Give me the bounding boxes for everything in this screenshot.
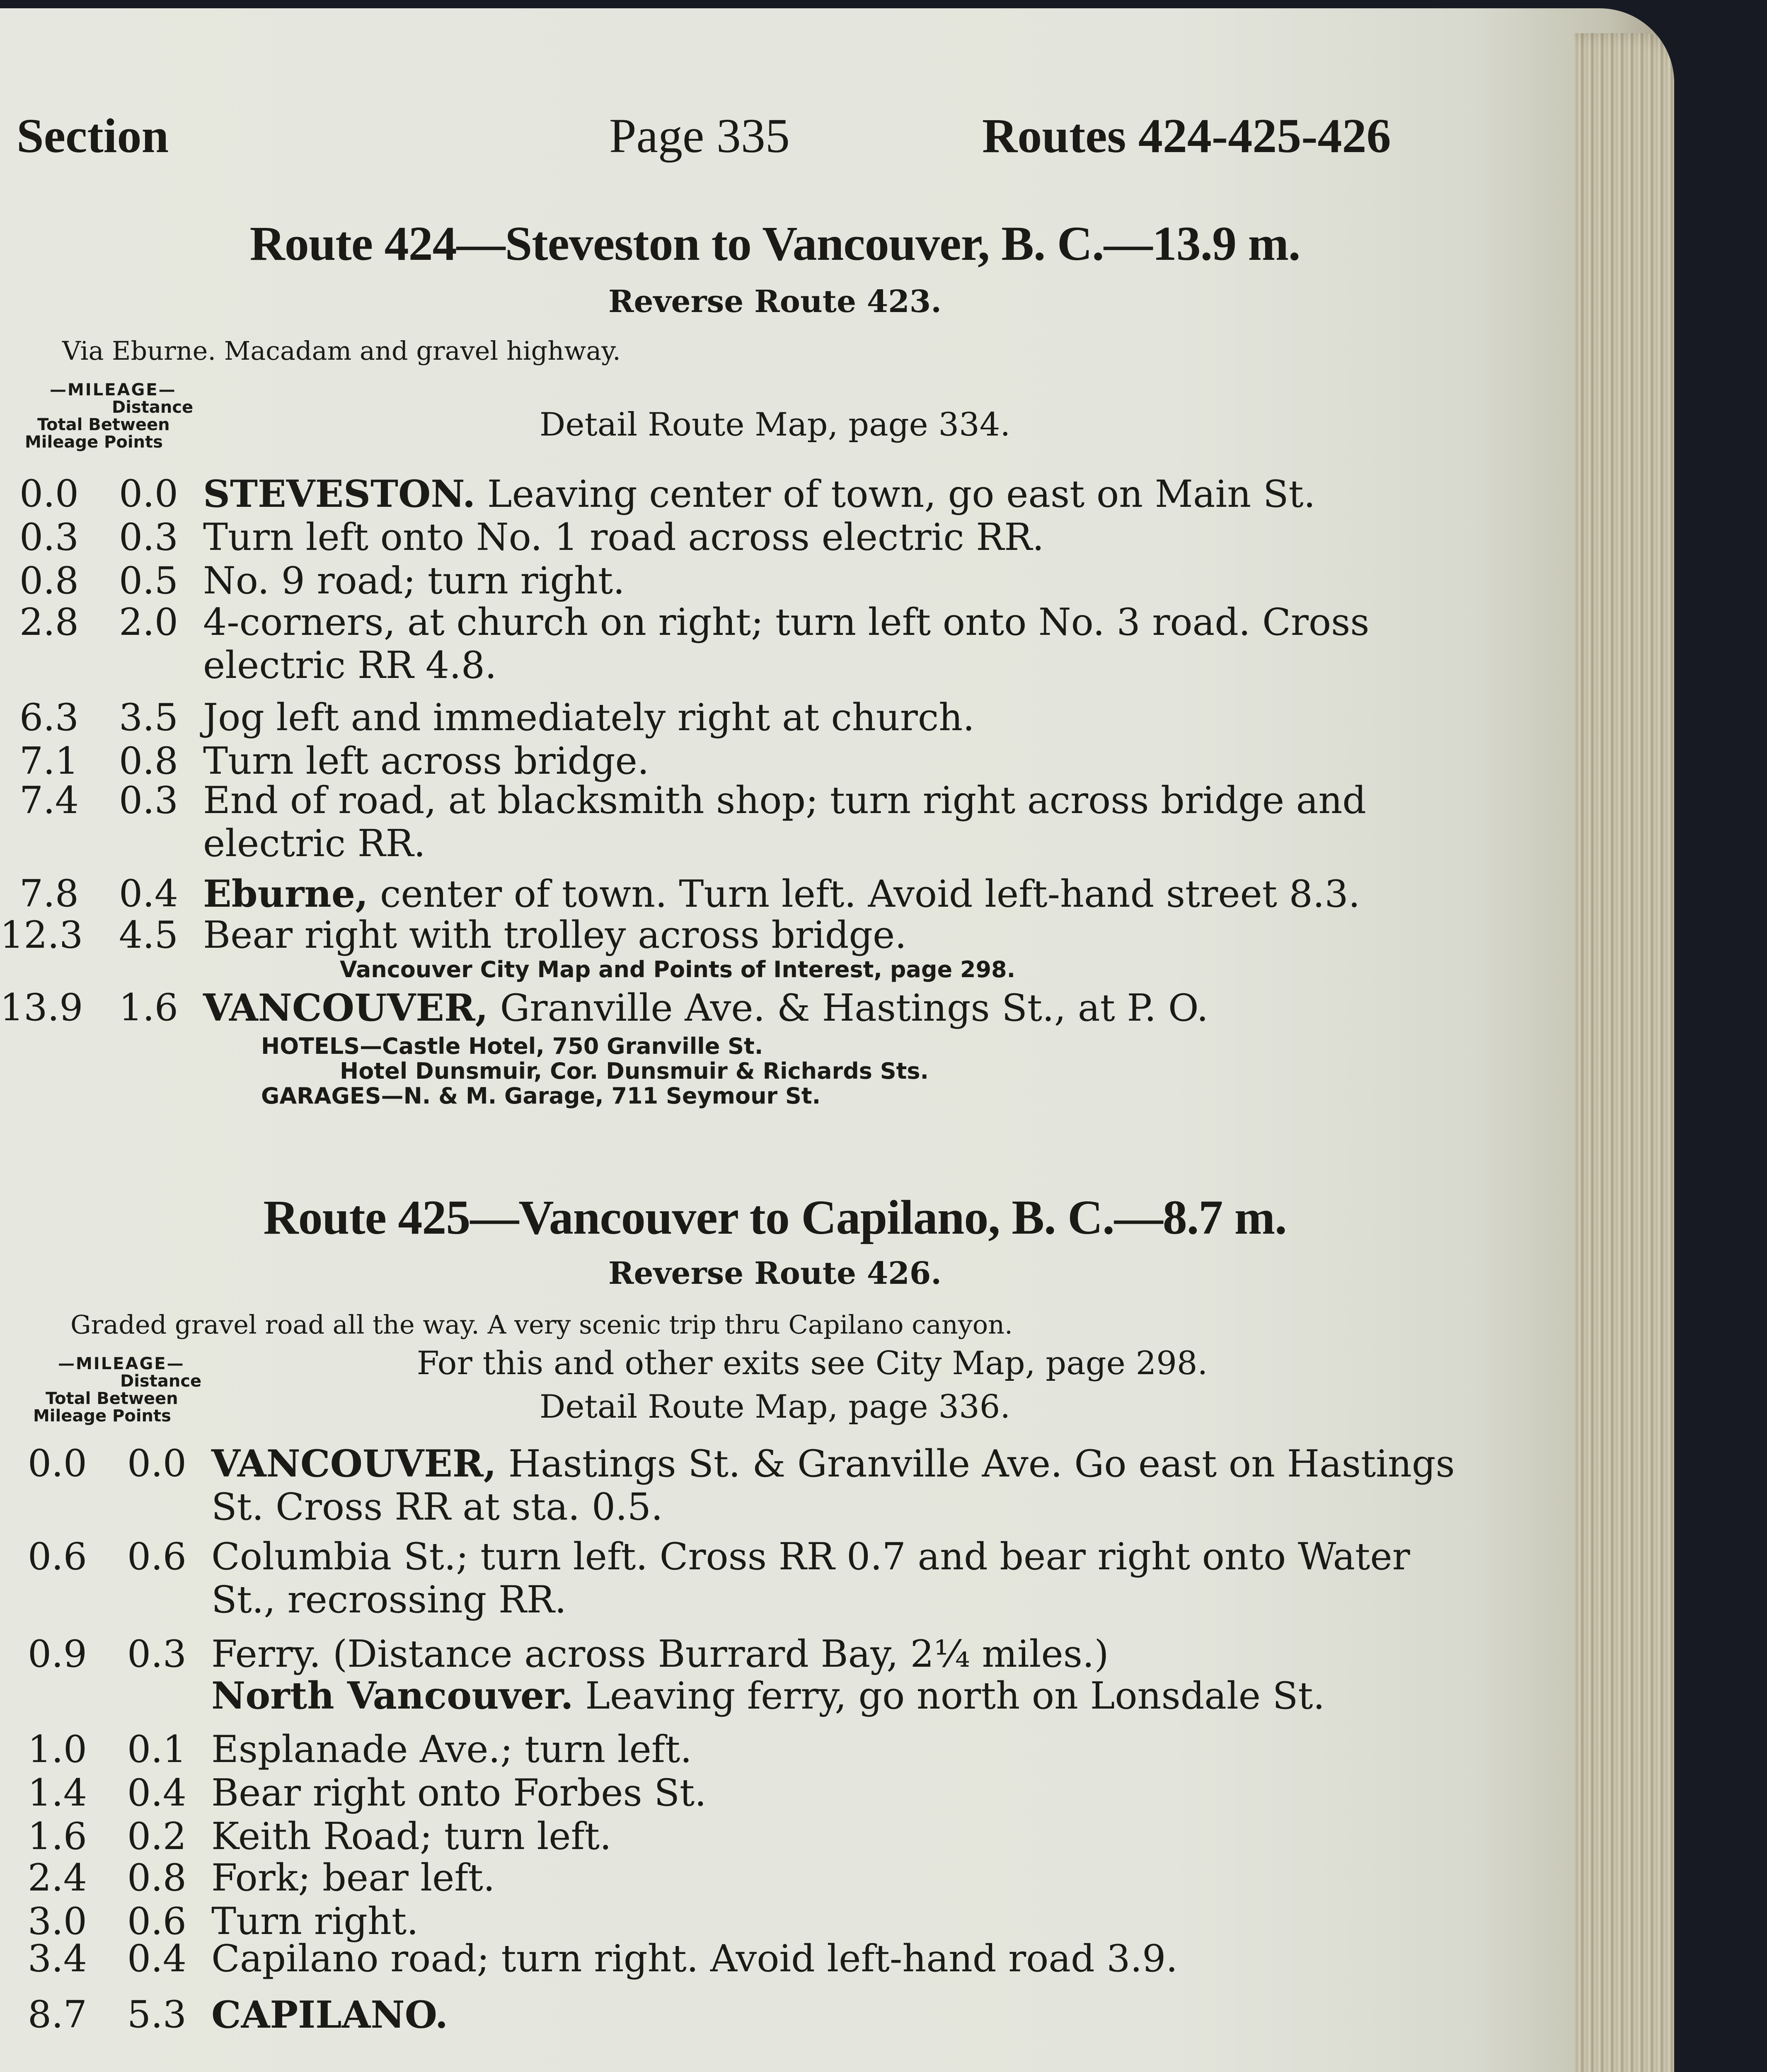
page-text: Section Page 335 Routes 424-425-426 Route 424—Steveston to Vancouver, B. C.—13.9 m. Reverse Route 423. Via Eburne. Macadam and gravel highway. —MILEAGE— Distance Total Between Mileage Points Detail Route Map, page 334. 0.0 0.0 STEVESTON. Leaving center of town, go east on Main St. 0.3 0.3 Turn left onto No. 1 road across electric RR. 0.8 0.5 No. 9 road; turn right. 2.8 2.0 4-corners, at church on right; turn left onto No. 3 road. Cross electric RR 4.8. 6.3 3.5 Jog left and immediately right at church. 7.1 0.8 Turn left across bridge. 7.4 0.3 End of road, at blacksmith shop; turn right across bridge and electric RR. 7.8 0.4 Eburne, center of town. Turn left. Avoid left-hand street 8.3. 12.3 4.5 Bear right with trolley across bridge. Vancouver City Map and Points of Interest, page 298. 13.9 1.6 VANCOUVER, Granville Ave. & Hastings St., at P. O. HOTELS—Castle Hotel, 750 Granville St. Hotel Dunsmuir, Cor. Dunsmuir & Richards Sts. GARAGES—N. & M. Garage, 711 Seymour St. Route 425—Vancouver to Capilano, B. C.—8.7 m. Reverse Route 426. Graded gravel road all the way. A very scenic trip thru Capilano canyon. —MILEAGE— Distance Total Between Mileage Points For this and other exits see City Map, page 298. Detail Route Map, page 336. 0.0 0.0 VANCOUVER, Hastings St. & Granville Ave. Go east on Hastings St. Cross RR at sta. 0.5. 0.6 0.6 Columbia St.; turn left. Cross RR 0.7 and bear right onto Water St., recrossing RR. 0.9 0.3 Ferry. (Distance across Burrard Bay, 2¼ miles.) North Vancouver. Leaving ferry, go north on Lonsdale St. 1.0 0.1 Esplanade Ave.; turn left. 1.4 0.4 Bear right onto Forbes St. 1.6 0.2 Keith Road; turn left. 2.4 0.8 Fork; bear left. 3.0 0.6 Turn right. 3.4 0.4 Capilano road; turn right. Avoid left-hand road 3.9. 8.7 5.3 CAPILANO. (0, 8, 1550, 2072)
header-routes: Routes 424-425-426 (982, 109, 1391, 163)
route-425-reverse: Reverse Route 426. (608, 1256, 942, 1291)
mileage-header: —MILEAGE— Distance Total Between Mileage Points (25, 380, 194, 452)
book-page (0, 8, 1674, 2072)
route-424-garages: GARAGES—N. & M. Garage, 711 Seymour St. (261, 1083, 821, 1109)
header-section: Section (17, 109, 169, 163)
route-424-title: Route 424—Steveston to Vancouver, B. C.—13.9 m. (249, 216, 1300, 271)
route-425-exits: For this and other exits see City Map, page 298. (416, 1345, 1208, 1382)
mileage-header: —MILEAGE— Distance Total Between Mileage Points (33, 1354, 202, 1426)
route-424-detail-map: Detail Route Map, page 334. (539, 406, 1011, 443)
route-425-detail-map: Detail Route Map, page 336. (539, 1388, 1011, 1426)
page-edges (1575, 33, 1674, 2072)
route-424-reverse: Reverse Route 423. (608, 284, 942, 320)
route-424-hotels-2: Hotel Dunsmuir, Cor. Dunsmuir & Richards Sts. (340, 1058, 929, 1084)
route-424-citymap-note: Vancouver City Map and Points of Interest, page 298. (340, 956, 1016, 983)
route-425-via: Graded gravel road all the way. A very scenic trip thru Capilano canyon. (70, 1310, 1013, 1340)
header-page: Page 335 (609, 109, 790, 163)
route-425-title: Route 425—Vancouver to Capilano, B. C.—8.7 m. (263, 1190, 1287, 1244)
route-424-hotels: HOTELS—Castle Hotel, 750 Granville St. (261, 1033, 763, 1059)
route-424-via: Via Eburne. Macadam and gravel highway. (62, 336, 621, 366)
